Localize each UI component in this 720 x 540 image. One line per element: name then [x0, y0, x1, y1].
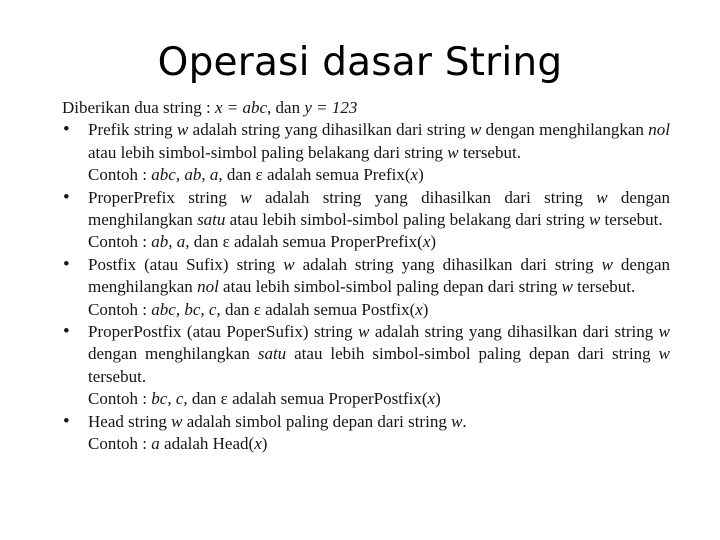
var-w: w	[171, 411, 183, 431]
var-x: x	[427, 389, 436, 409]
text-span: adalah string yang dihasilkan dari string	[294, 254, 602, 274]
operation-list	[62, 119, 670, 455]
example-values: a	[151, 434, 160, 454]
text-span: )	[422, 299, 429, 319]
example-line	[88, 231, 670, 253]
content-body	[62, 97, 670, 456]
var-w: w	[601, 254, 613, 274]
example-label: Contoh :	[88, 165, 152, 185]
text-span: adalah Head(	[159, 434, 255, 454]
text-span: dengan menghilangkan	[481, 120, 649, 140]
var-w: w	[588, 210, 601, 230]
var-x: x	[410, 165, 419, 185]
intro-separator: , dan	[267, 98, 305, 117]
page-title: Operasi dasar String	[157, 40, 563, 85]
text-span: ProperPrefix string	[88, 187, 241, 207]
var-x: x	[415, 299, 423, 319]
text-span: tersebut.	[600, 210, 663, 230]
text-span: )	[430, 232, 437, 252]
var-w: w	[283, 254, 295, 274]
text-span: )	[418, 165, 424, 185]
list-item-postfix	[62, 254, 670, 321]
text-span: ProperPostfix (atau PoperSufix) string	[88, 322, 359, 342]
definition-text	[88, 119, 670, 164]
definition-text	[88, 321, 670, 388]
text-span: tersebut.	[458, 142, 521, 162]
text-span: dan ε adalah semua Postfix(	[220, 299, 416, 319]
list-item-prefix	[62, 119, 670, 186]
intro-line	[62, 97, 670, 119]
text-span: dengan menghilangkan	[88, 254, 670, 297]
var-w: w	[658, 344, 670, 364]
var-w: w	[358, 322, 370, 342]
text-span: dan ε adalah semua ProperPostfix(	[187, 389, 428, 409]
var-w: w	[596, 187, 608, 207]
text-span: dengan menghilangkan	[88, 187, 670, 230]
text-span: )	[261, 434, 268, 454]
text-span: adalah string yang dihasilkan dari string	[251, 187, 597, 207]
list-item-head	[62, 411, 670, 456]
example-label: Contoh :	[88, 389, 152, 409]
example-values: abc, ab, a,	[151, 165, 223, 185]
example-line	[88, 433, 670, 455]
text-span: adalah simbol paling depan dari string	[182, 411, 452, 431]
text-span: dan ε adalah semua ProperPrefix(	[189, 232, 423, 252]
example-line	[88, 164, 670, 186]
var-w: w	[176, 120, 189, 140]
text-span: atau lebih simbol-simbol paling belakang dari string	[225, 210, 589, 230]
intro-prefix: Diberikan dua string :	[62, 98, 215, 117]
example-line	[88, 299, 670, 321]
var-w: w	[469, 120, 482, 140]
var-x: x	[254, 434, 262, 454]
var-w: w	[451, 411, 463, 431]
list-item-proper-postfix	[62, 321, 670, 411]
text-span: atau lebih simbol-simbol paling belakang dari string	[88, 142, 448, 162]
example-values: abc, bc, c,	[151, 299, 221, 319]
example-label: Contoh :	[88, 299, 152, 319]
example-label: Contoh :	[88, 232, 152, 252]
intro-x-expr: x = abc	[214, 98, 268, 117]
emphasis-word: satu	[197, 210, 226, 230]
text-span: adalah string yang dihasilkan dari string	[188, 120, 470, 140]
var-x: x	[422, 232, 431, 252]
var-w: w	[561, 277, 573, 297]
var-w: w	[240, 187, 252, 207]
text-span: Prefik string	[88, 120, 177, 140]
text-span: .	[462, 411, 467, 431]
text-span: Head string	[88, 411, 172, 431]
var-w: w	[658, 322, 670, 342]
example-values: bc, c,	[151, 389, 188, 409]
list-item-proper-prefix	[62, 187, 670, 254]
text-span: atau lebih simbol-simbol paling depan dari string	[218, 277, 562, 297]
example-values: ab, a,	[151, 232, 190, 252]
emphasis-word: nol	[648, 120, 670, 140]
text-span: tersebut.	[88, 366, 147, 386]
emphasis-word: satu	[257, 344, 287, 364]
example-label: Contoh :	[88, 434, 152, 454]
text-span: tersebut.	[572, 277, 636, 297]
definition-text	[88, 187, 670, 232]
text-span: dengan menghilangkan	[88, 344, 258, 364]
example-line	[88, 388, 670, 410]
intro-y-expr: y = 123	[304, 98, 358, 117]
text-span: )	[435, 389, 441, 409]
var-w: w	[447, 142, 459, 162]
definition-text	[88, 254, 670, 299]
text-span: atau lebih simbol-simbol paling depan dari string	[286, 344, 659, 364]
text-span: adalah string yang dihasilkan dari string	[369, 322, 659, 342]
definition-text	[88, 411, 670, 433]
text-span: dan ε adalah semua Prefix(	[222, 165, 411, 185]
text-span: Postfix (atau Sufix) string	[88, 254, 284, 274]
emphasis-word: nol	[197, 277, 219, 297]
